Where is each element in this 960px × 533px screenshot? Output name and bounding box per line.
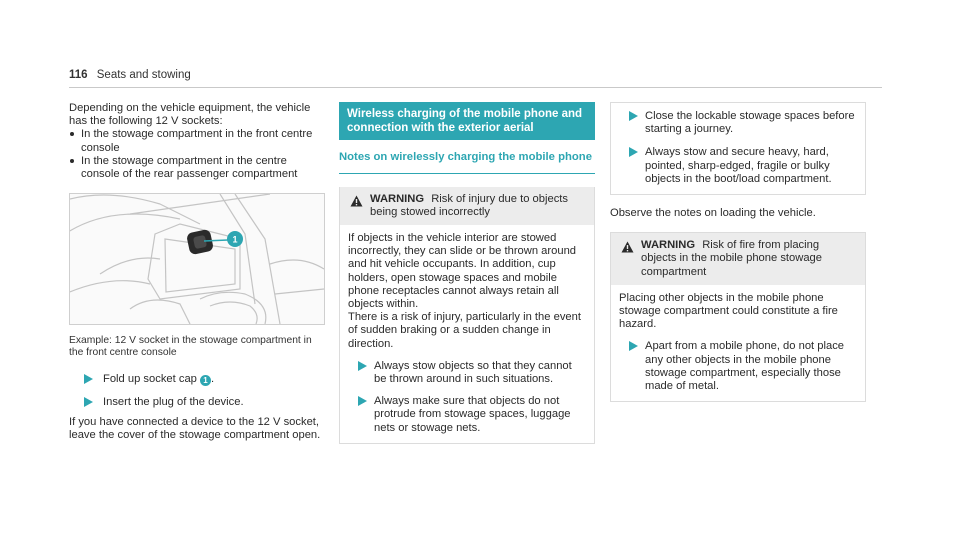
list-item: In the stowage compartment in the front centre console	[69, 128, 325, 154]
step-no-protrude	[348, 395, 586, 435]
step-arrow-icon	[84, 374, 93, 384]
warning-title: Risk of injury due to objects being stowed incorrectly	[370, 192, 568, 218]
step-arrow-icon	[629, 341, 638, 351]
column-middle	[339, 102, 595, 444]
list-item: In the stowage compartment in the centre console of the rear passenger compartment	[69, 155, 325, 181]
step-arrow-icon	[358, 396, 367, 406]
warning-box	[339, 187, 595, 444]
step-stow-objects	[348, 360, 586, 386]
step-text: Fold up socket cap	[103, 373, 197, 386]
section-title: Seats and stowing	[96, 69, 191, 81]
step-text: Apart from a mobile phone, do not place any other objects in the mobile phone stowage compartment, especially those made of metal.	[645, 340, 845, 393]
loading-note: Observe the notes on loading the vehicle.	[610, 207, 816, 220]
column-right	[610, 102, 866, 402]
step-text: Always make sure that objects do not protrude from stowage spaces, luggage nets or stowage nets.	[374, 395, 571, 434]
intro-text: Depending on the vehicle equipment, the vehicle has the following 12 V sockets:	[69, 102, 311, 128]
warning-label: WARNING	[370, 192, 425, 205]
step-secure-heavy	[619, 146, 857, 186]
header-divider	[69, 87, 882, 88]
warning-paragraph: If objects in the vehicle interior are stowed incorrectly, they can slide or be thrown around and hit vehicle occupants. In addition, cup holders, open stowage spaces and mobile phone receptacles cannot always retain all objects within.	[348, 231, 577, 310]
column-left	[69, 102, 325, 442]
warning-title: Risk of fire from placing objects in the mobile phone stowage compartment	[641, 239, 822, 278]
step-close-spaces	[619, 110, 857, 136]
figure-caption: Example: 12 V socket in the stowage compartment in the front centre console	[69, 335, 312, 359]
section-heading: Wireless charging of the mobile phone and connection with the exterior aerial	[339, 102, 595, 140]
step-text: Close the lockable stowage spaces before starting a journey.	[645, 110, 855, 136]
step-arrow-icon	[629, 147, 638, 157]
figure-callout-label: 1	[232, 234, 238, 245]
step-arrow-icon	[358, 361, 367, 371]
warning-box	[610, 232, 866, 402]
page-header	[69, 69, 191, 82]
step-text: Always stow and secure heavy, hard, pointed, sharp-edged, fragile or bulky objects in the boot/load compartment.	[645, 146, 832, 185]
socket-list	[69, 128, 325, 181]
step-fold-cap: Fold up socket cap 1 .	[69, 373, 325, 386]
callout-badge: 1	[200, 375, 211, 386]
warning-icon	[621, 241, 634, 253]
warning-label: WARNING	[641, 239, 696, 252]
warning-body	[611, 285, 865, 401]
step-arrow-icon	[84, 397, 93, 407]
step-arrow-icon	[629, 111, 638, 121]
warning-paragraph: There is a risk of injury, particularly in the event of sudden braking or a sudden change in direction.	[348, 311, 581, 350]
page-number: 116	[69, 69, 88, 81]
step-text: Always stow objects so that they cannot be thrown around in such situations.	[374, 359, 572, 385]
warning-header	[340, 187, 594, 225]
warning-header	[611, 233, 865, 285]
console-drawing	[70, 194, 324, 324]
step-insert-plug	[69, 396, 325, 409]
warning-body	[340, 225, 594, 443]
step-text: Insert the plug of the device.	[103, 396, 244, 409]
warning-icon	[350, 195, 363, 207]
step-phone-only	[619, 340, 857, 393]
warning-paragraph: Placing other objects in the mobile phone stowage compartment could constitute a fire hazard.	[619, 291, 838, 331]
warning-continuation	[610, 102, 866, 195]
subsection-heading: Notes on wirelessly charging the mobile phone	[339, 151, 595, 174]
socket-note: If you have connected a device to the 12 V socket, leave the cover of the stowage compartment open.	[69, 415, 321, 441]
socket-illustration	[69, 193, 325, 325]
